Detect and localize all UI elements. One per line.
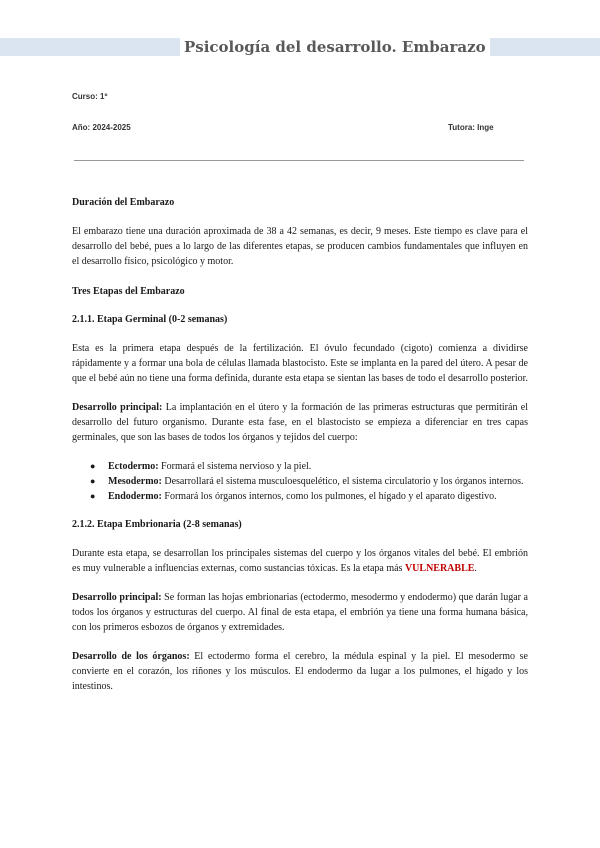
stage2-paragraph [72,546,528,576]
list-item-label: Endodermo: [108,491,162,502]
stage2-heading: 2.1.2. Etapa Embrionaria (2-8 semanas) [72,519,242,530]
section-heading-duration: Duración del Embarazo [72,197,175,208]
stage2-paragraph-text: Durante esta etapa, se desarrollan los principales sistemas del cuerpo y los órganos vitales del bebé. El embrión es muy vulnerable a influencias externas, como sustancias tóxicas. Es la etapa más [72,548,528,574]
stage1-heading: 2.1.1. Etapa Germinal (0-2 semanas) [72,314,228,325]
stage1-development [72,400,528,445]
organs-text: El ectodermo forma el cerebro, la médula espinal y la piel. El mesodermo se convierte en el corazón, los riñones y los músculos. El endodermo da lugar a los pulmones, el hígado y los intestinos. [72,651,528,692]
list-item-endodermo [72,489,528,504]
tutor-label: Tutora: Inge [448,123,494,132]
bullet-icon: ● [90,461,96,471]
stage2-paragraph-end: . [474,563,477,574]
list-item-text: Formará los órganos internos, como los pulmones, el hígado y el aparato digestivo. [161,491,497,502]
organs-label: Desarrollo de los órganos: [72,651,190,662]
list-item-text: Formará el sistema nervioso y la piel. [158,461,312,472]
stage2-dev-label: Desarrollo principal: [72,592,162,603]
list-item-mesodermo [72,474,528,489]
header-divider [74,160,524,161]
section-heading-stages: Tres Etapas del Embarazo [72,286,185,297]
course-label: Curso: 1º [72,92,108,101]
stage1-dev-label: Desarrollo principal: [72,402,163,413]
list-item-text: Desarrollará el sistema musculoesquelético, el sistema circulatorio y los órganos internos. [161,476,524,487]
bullet-icon: ● [90,491,96,501]
stage2-dev-text: Se forman las hojas embrionarias (ectodermo, mesodermo y endodermo) que darán lugar a todos los órganos y estructuras del cuerpo. Al final de esta etapa, el embrión ya tiene una forma humana básica, con los primeros esbozos de órganos y extremidades. [72,592,528,633]
stage1-paragraph: Esta es la primera etapa después de la fertilización. El óvulo fecundado (cigoto) comienza a dividirse rápidamente y a formar una bola de células llamada blastocisto. Este se implanta en la pared del útero. A pesar de que el bebé aún no tiene una forma definida, durante esta etapa se sientan las bases de todo el desarrollo posterior. [72,343,528,384]
list-item-ectodermo [72,459,528,474]
document-body [72,196,528,694]
stage2-development [72,590,528,635]
stage1-dev-text: La implantación en el útero y la formación de las primeras estructuras que permitirán el desarrollo del futuro organismo. Durante esta fase, en el blastocisto se empieza a diferenciar en tres capas germinales, que son las bases de todos los órganos y tejidos del cuerpo: [72,402,529,443]
year-label: Año: 2024-2025 [72,123,131,132]
duration-paragraph: El embarazo tiene una duración aproximada de 38 a 42 semanas, es decir, 9 meses. Este tiempo es clave para el desarrollo del bebé, pues a lo largo de las diferentes etapas, se producen cambios fundamentales que influyen en el desarrollo físico, psicológico y motor. [72,226,528,267]
list-item-label: Ectodermo: [108,461,159,472]
stage2-organs [72,649,528,694]
document-title: Psicología del desarrollo. Embarazo [180,36,490,58]
bullet-icon: ● [90,476,96,486]
vulnerable-highlight: VULNERABLE [404,563,475,574]
germ-layers-list [72,459,528,504]
list-item-label: Mesodermo: [108,476,162,487]
